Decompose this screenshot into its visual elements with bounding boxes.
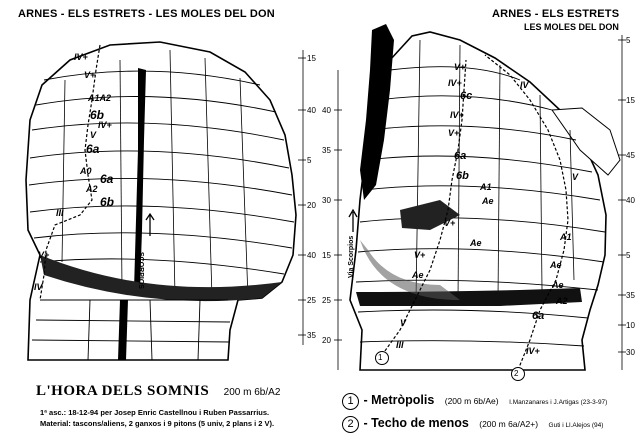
pitch-grade: A1 bbox=[560, 232, 572, 242]
pitch-grade: Ae bbox=[550, 260, 562, 270]
legend-route-1 bbox=[342, 391, 607, 410]
ruler-tick: 5 bbox=[307, 156, 312, 165]
ruler-tick: 30 bbox=[626, 348, 635, 357]
start-marker: 2 bbox=[514, 369, 519, 378]
pitch-grade: 6b bbox=[456, 170, 469, 182]
pitch-grade: III bbox=[56, 208, 64, 218]
pitch-grade: A1A2 bbox=[88, 93, 112, 103]
side-label: SCORPIOS bbox=[137, 252, 144, 289]
right-grade-labels bbox=[320, 0, 640, 390]
ruler-tick: 40 bbox=[626, 196, 635, 205]
ruler-tick: 25 bbox=[322, 296, 331, 305]
pitch-grade: Ae bbox=[470, 238, 482, 248]
ruler-tick: 35 bbox=[626, 291, 635, 300]
left-legend bbox=[36, 382, 280, 400]
pitch-grade: 6a bbox=[86, 142, 100, 156]
pitch-grade: III bbox=[396, 340, 404, 350]
pitch-grade: V+ bbox=[448, 128, 460, 138]
pitch-grade: A2 bbox=[86, 184, 98, 194]
ruler-tick: 15 bbox=[307, 54, 316, 63]
pitch-grade: 6c bbox=[460, 90, 473, 102]
pitch-grade: V bbox=[572, 172, 579, 182]
route-number-badge: 1 bbox=[342, 393, 359, 410]
right-topo-subtitle: LES MOLES DEL DON bbox=[524, 22, 619, 32]
pitch-grade: 6a bbox=[454, 150, 467, 162]
pitch-grade: IV+ bbox=[98, 120, 112, 130]
ruler-tick: 10 bbox=[626, 321, 635, 330]
pitch-grade: IV+ bbox=[448, 78, 462, 88]
ruler-tick: 40 bbox=[322, 106, 331, 115]
pitch-grade: A1 bbox=[480, 182, 492, 192]
pitch-grade: V bbox=[90, 130, 97, 140]
ruler-tick: 20 bbox=[322, 336, 331, 345]
ruler-tick: 30 bbox=[322, 196, 331, 205]
pitch-grade: V+ bbox=[84, 70, 96, 80]
pitch-grade: Ae bbox=[412, 270, 424, 280]
pitch-grade: IV+ bbox=[74, 52, 88, 62]
pitch-grade: 6b bbox=[100, 195, 115, 209]
route-grade: 200 m 6b/A2 bbox=[223, 387, 281, 398]
pitch-grade: Ae bbox=[552, 280, 564, 290]
ruler-tick: 35 bbox=[322, 146, 331, 155]
pitch-grade: V+ bbox=[454, 62, 466, 72]
ruler-tick: 40 bbox=[307, 106, 316, 115]
left-grade-labels bbox=[0, 0, 320, 380]
ruler-tick: 5 bbox=[626, 251, 631, 260]
pitch-grade: IV+ bbox=[526, 346, 540, 356]
right-topo-title: ARNES - ELS ESTRETS bbox=[492, 8, 620, 20]
ruler-tick: 15 bbox=[322, 251, 331, 260]
pitch-grade: V+ bbox=[444, 218, 456, 228]
legend-route-grade: (200 m 6a/A2+) bbox=[479, 419, 539, 429]
ruler-tick: 45 bbox=[626, 151, 635, 160]
legend-route-name: - Techo de menos bbox=[363, 416, 469, 430]
pitch-grade: Ae bbox=[482, 196, 494, 206]
start-marker: 1 bbox=[378, 353, 383, 362]
pitch-grade: V+ bbox=[414, 250, 426, 260]
pitch-grade: IV bbox=[520, 80, 529, 90]
pitch-grade: V+ bbox=[38, 250, 50, 260]
legend-route-grade: (200 m 6b/Ae) bbox=[444, 396, 499, 406]
pitch-grade: 6b bbox=[90, 108, 105, 122]
pitch-grade: IV bbox=[34, 282, 43, 292]
side-label: Via Scorpios bbox=[348, 235, 355, 278]
route-number-badge: 2 bbox=[342, 416, 359, 433]
legend-route-2 bbox=[342, 414, 603, 433]
ruler-tick: 25 bbox=[307, 296, 316, 305]
left-topo-title: ARNES - ELS ESTRETS - LES MOLES DEL DON bbox=[18, 8, 275, 20]
pitch-grade: A2 bbox=[556, 296, 568, 306]
legend-route-name: - Metròpolis bbox=[363, 393, 435, 407]
material: Material: tascons/aliens, 2 ganxos i 9 pitons (5 univ, 2 plans i 2 V). bbox=[40, 419, 275, 428]
ruler-tick: 5 bbox=[626, 36, 631, 45]
ruler-tick: 20 bbox=[307, 201, 316, 210]
route-name: L'HORA DELS SOMNIS bbox=[36, 383, 210, 399]
pitch-grade: A0 bbox=[80, 166, 92, 176]
first-ascent: 1ª asc.: 18-12-94 per Josep Enric Castellnou i Ruben Passarrius. bbox=[40, 408, 270, 417]
pitch-grade: V bbox=[400, 318, 407, 328]
pitch-grade: 6a bbox=[532, 310, 545, 322]
ruler-tick: 40 bbox=[307, 251, 316, 260]
ruler-tick: 35 bbox=[307, 331, 316, 340]
pitch-grade: 6a bbox=[100, 172, 114, 186]
ruler-tick: 15 bbox=[626, 96, 635, 105]
legend-route-authors: Guti i Ll.Alejos (94) bbox=[548, 422, 604, 429]
pitch-grade: IV+ bbox=[450, 110, 464, 120]
legend-route-authors: I.Manzanares i J.Artigas (23-3-97) bbox=[509, 399, 608, 406]
